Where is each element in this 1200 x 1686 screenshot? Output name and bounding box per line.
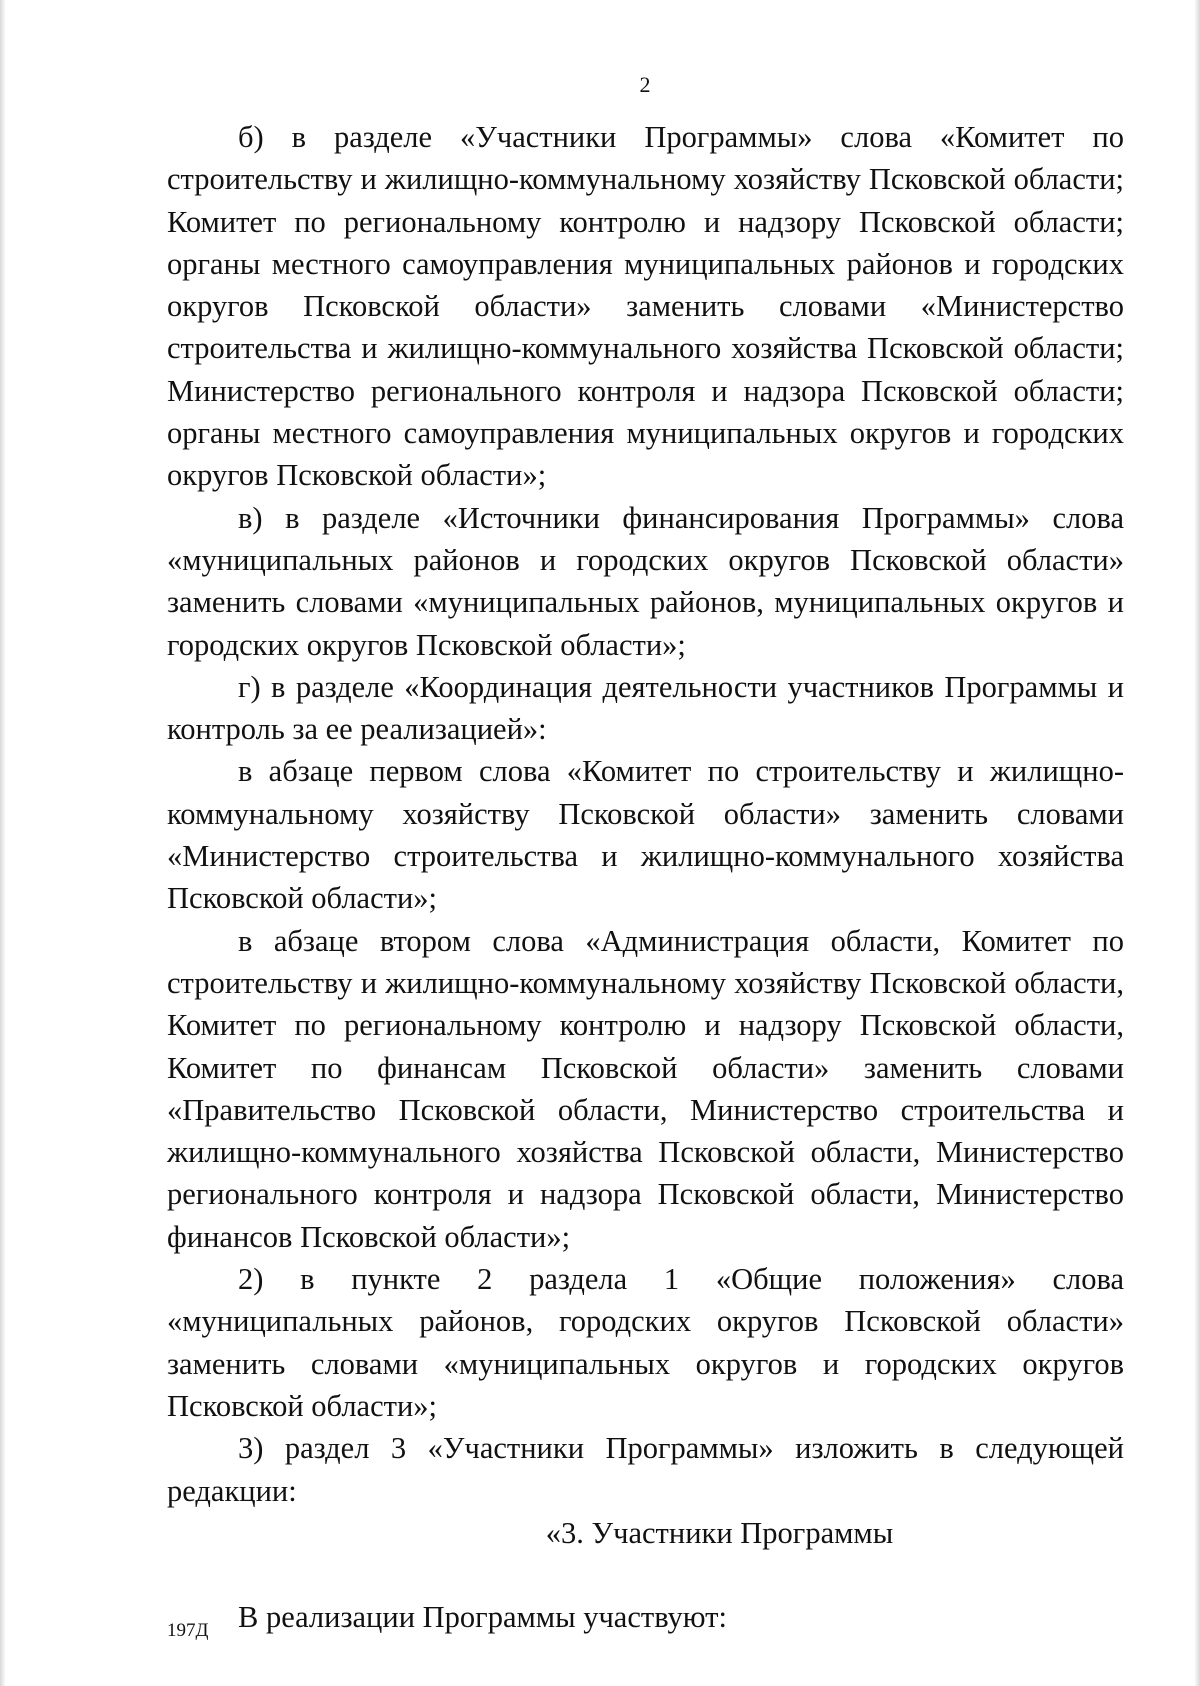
page-number: 2 <box>639 72 651 97</box>
document-code: 197Д <box>167 1620 209 1641</box>
paragraph-participants: В реализации Программы участвуют: <box>238 1600 727 1635</box>
document-body <box>167 116 1124 1638</box>
scan-edge-left <box>0 0 6 1686</box>
paragraph-point-3: 3) раздел 3 «Участники Программы» изложить в следующей редакции: <box>167 1431 1124 1508</box>
paragraph-item-v: в) в разделе «Источники финансирования Программы» слова «муниципальных районов и городских округов Псковской области» заменить словами «муниципальных районов, муниципальных округов и городских округов Псковской области»; <box>167 500 1124 662</box>
paragraph-second-abzac: в абзаце втором слова «Администрация области, Комитет по строительству и жилищно-коммунальному хозяйству Псковской области, Комитет по региональному контролю и надзору Псковской области, Комитет по финансам Псковской области» заменить словами «Правительство Псковской области, Министерство строительства и жилищно-коммунального хозяйства Псковской области, Министерство регионального контроля и надзора Псковской области, Министерство финансов Псковской области»; <box>167 923 1124 1254</box>
paragraph-first-abzac: в абзаце первом слова «Комитет по строительству и жилищно-коммунальному хозяйству Псковской области» заменить словами «Министерство строительства и жилищно-коммунального хозяйства Псковской области»; <box>167 754 1124 916</box>
paragraph-item-b: б) в разделе «Участники Программы» слова «Комитет по строительству и жилищно-коммунальному хозяйству Псковской области; Комитет по региональному контролю и надзору Псковской области; органы местного самоуправления муниципальных районов и городских округов Псковской области» заменить словами «Министерство строительства и жилищно-коммунального хозяйства Псковской области; Министерство регионального контроля и надзора Псковской области; органы местного самоуправления муниципальных округов и городских округов Псковской области»; <box>167 120 1124 493</box>
paragraph-point-2: 2) в пункте 2 раздела 1 «Общие положения» слова «муниципальных районов, городских округов Псковской области» заменить словами «муниципальных округов и городских округов Псковской области»; <box>167 1262 1124 1423</box>
section-heading: «3. Участники Программы <box>545 1515 894 1550</box>
heading-spacer <box>167 1554 1124 1596</box>
scan-edge-right <box>1194 0 1200 1686</box>
paragraph-item-g: г) в разделе «Координация деятельности участников Программы и контроль за ее реализацией»: <box>167 669 1124 747</box>
